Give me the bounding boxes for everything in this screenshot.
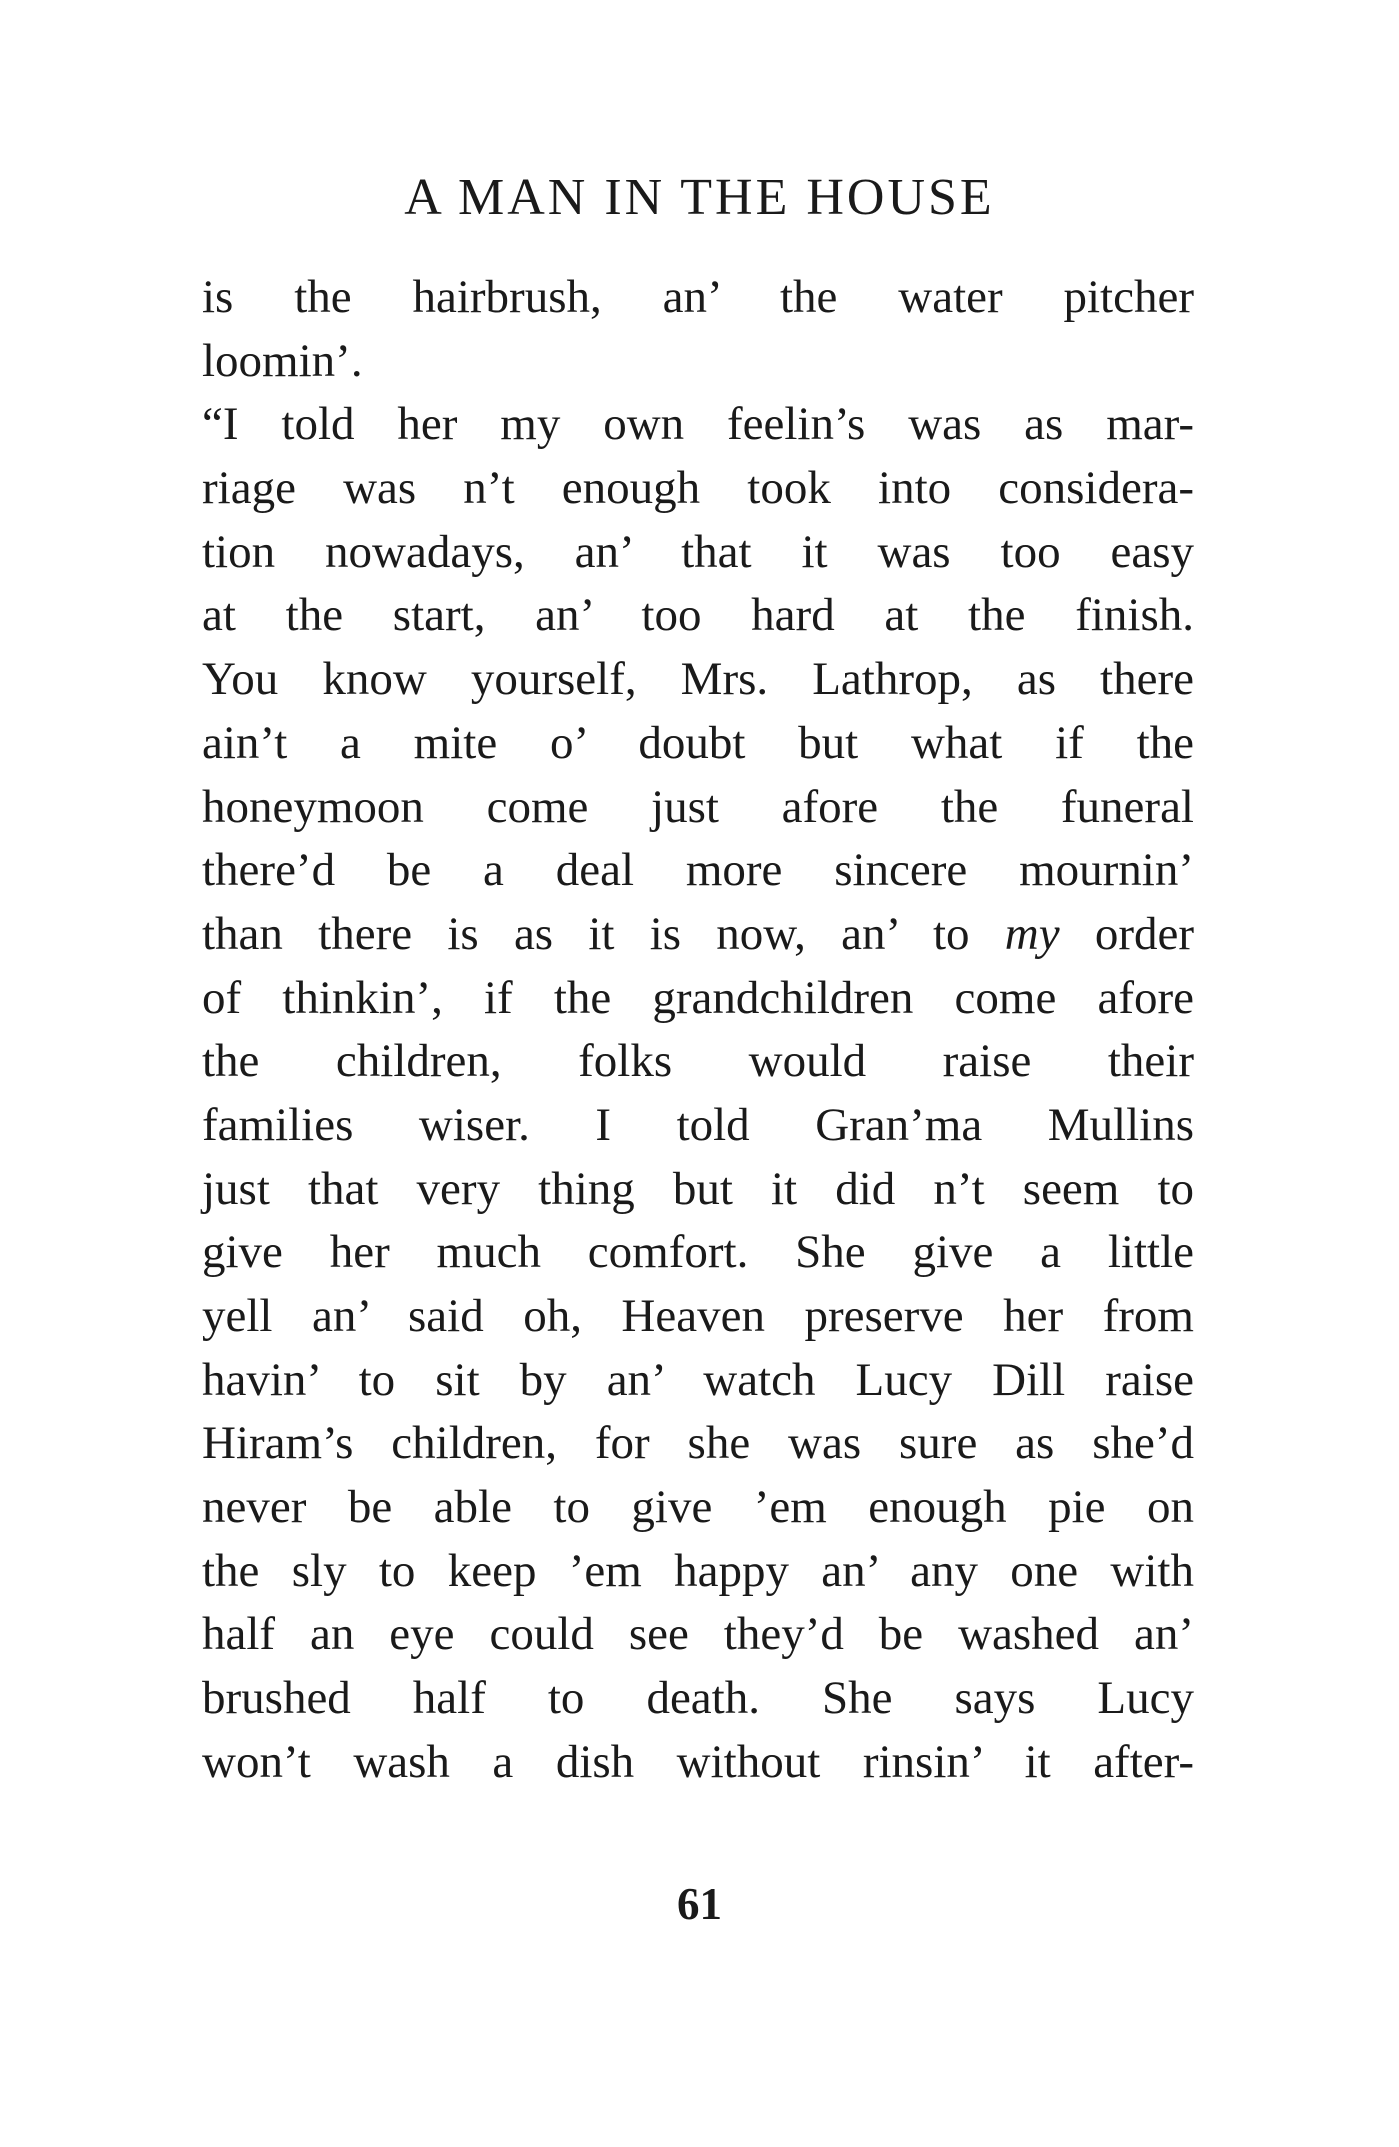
text-segment: order [1059, 907, 1194, 960]
text-line: loomin’. [202, 334, 363, 387]
text-line: honeymoon come just afore the funeral [202, 780, 1194, 833]
text-line: havin’ to sit by an’ watch Lucy Dill raise [202, 1353, 1194, 1406]
text-line: “I told her my own feelin’s was as mar- [202, 398, 1194, 451]
text-line: You know yourself, Mrs. Lathrop, as there [202, 653, 1194, 706]
text-line: won’t wash a dish without rinsin’ it after- [202, 1735, 1194, 1788]
text-line: there’d be a deal more sincere mournin’ [202, 844, 1194, 897]
text-line: give her much comfort. She give a little [202, 1226, 1194, 1279]
text-segment: than there is as it is now, an’ to [202, 907, 1005, 960]
text-line: just that very thing but it did n’t seem to [202, 1162, 1194, 1215]
text-line: brushed half to death. She says Lucy [202, 1672, 1194, 1725]
text-line: at the start, an’ too hard at the finish. [202, 589, 1194, 642]
page-number: 61 [677, 1879, 722, 1929]
text-line: families wiser. I told Gran’ma Mullins [202, 1098, 1194, 1151]
text-line: the sly to keep ’em happy an’ any one with [202, 1544, 1194, 1597]
text-line: the children, folks would raise their [202, 1035, 1194, 1088]
text-line [202, 903, 1194, 967]
text-line: Hiram’s children, for she was sure as she’d [202, 1417, 1194, 1470]
text-line: never be able to give ’em enough pie on [202, 1481, 1194, 1534]
text-line: ain’t a mite o’ doubt but what if the [202, 716, 1194, 769]
text-line: yell an’ said oh, Heaven preserve her from [202, 1290, 1194, 1342]
body-text [202, 266, 1194, 1795]
italic-word: my [1004, 907, 1060, 960]
running-head: A MAN IN THE HOUSE [404, 169, 995, 226]
text-line: riage was n’t enough took into considera- [202, 462, 1194, 515]
text-line: tion nowadays, an’ that it was too easy [202, 525, 1194, 578]
text-line: half an eye could see they’d be washed an’ [202, 1608, 1194, 1661]
text-line: of thinkin’, if the grandchildren come afore [202, 971, 1194, 1024]
text-line: is the hairbrush, an’ the water pitcher [202, 271, 1194, 323]
